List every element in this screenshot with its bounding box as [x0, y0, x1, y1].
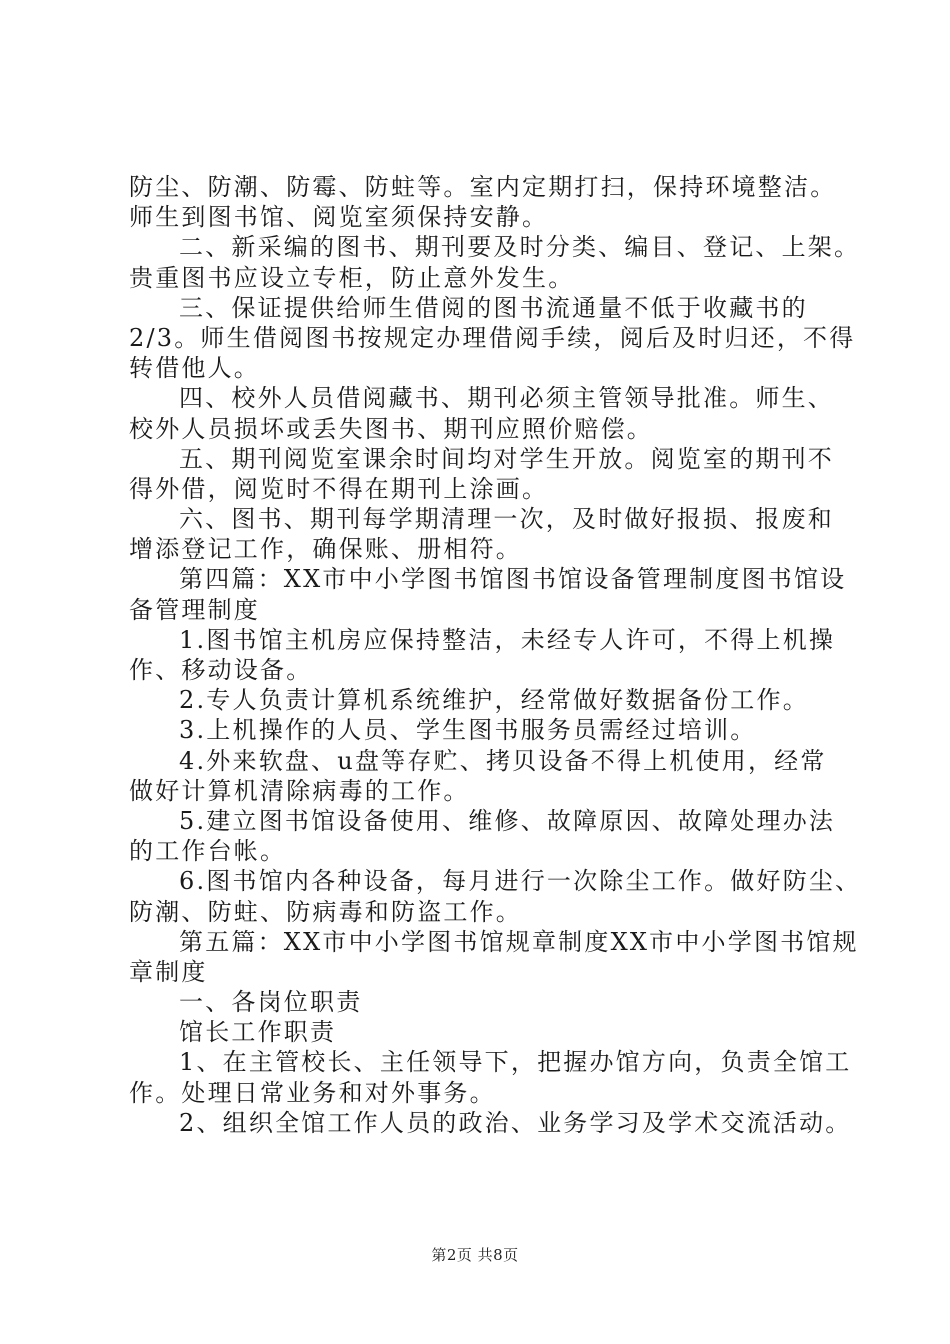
text-line: 2.专人负责计算机系统维护，经常做好数据备份工作。 — [179, 686, 809, 715]
text-line: 防尘、防潮、防霉、防蛀等。室内定期打扫，保持环境整洁。 — [129, 173, 837, 201]
text-line: 5.建立图书馆设备使用、维修、故障原因、故障处理办法 — [179, 806, 836, 835]
text-line: 作。处理日常业务和对外事务。 — [129, 1078, 496, 1107]
text-line: 防潮、防蛀、防病毒和防盗工作。 — [129, 897, 522, 926]
text-line: 章制度 — [129, 957, 208, 986]
text-line: 2/3。师生借阅图书按规定办理借阅手续，阅后及时归还，不得 — [129, 323, 856, 352]
text-line: 1、在主管校长、主任领导下，把握办馆方向，负责全馆工 — [179, 1048, 852, 1077]
text-line: 2、组织全馆工作人员的政治、业务学习及学术交流活动。 — [179, 1108, 852, 1137]
text-line: 得外借，阅览时不得在期刊上涂画。 — [129, 474, 549, 503]
text-line: 6.图书馆内各种设备，每月进行一次除尘工作。做好防尘、 — [179, 867, 862, 896]
text-line: 做好计算机清除病毒的工作。 — [129, 776, 470, 805]
text-line: 四、校外人员借阅藏书、期刊必须主管领导批准。师生、 — [179, 384, 834, 413]
text-line: 作、移动设备。 — [129, 656, 313, 684]
text-line: 备管理制度 — [129, 595, 260, 624]
text-line: 第五篇：XX市中小学图书馆规章制度XX市中小学图书馆规 — [179, 927, 859, 956]
document-body — [129, 172, 862, 1138]
text-line: 贵重图书应设立专柜，防止意外发生。 — [129, 263, 575, 292]
text-line: 二、新采编的图书、期刊要及时分类、编目、登记、上架。 — [179, 233, 861, 262]
text-line: 一、各岗位职责 — [179, 988, 363, 1017]
text-line: 增添登记工作，确保账、册相符。 — [129, 535, 522, 564]
text-line: 三、保证提供给师生借阅的图书流通量不低于收藏书的 — [179, 293, 808, 322]
text-line: 馆长工作职责 — [179, 1018, 337, 1047]
text-line: 1.图书馆主机房应保持整洁，未经专人许可，不得上机操 — [179, 625, 836, 654]
text-line: 3.上机操作的人员、学生图书服务员需经过培训。 — [179, 716, 757, 745]
text-line: 转借他人。 — [129, 354, 260, 383]
text-line: 4.外来软盘、u盘等存贮、拷贝设备不得上机使用，经常 — [179, 746, 827, 775]
text-line: 校外人员损坏或丢失图书、期刊应照价赔偿。 — [129, 414, 653, 443]
text-line: 第四篇：XX市中小学图书馆图书馆设备管理制度图书馆设 — [179, 565, 847, 594]
text-line: 五、期刊阅览室课余时间均对学生开放。阅览室的期刊不 — [179, 444, 834, 473]
text-line: 的工作台帐。 — [129, 837, 287, 866]
text-line: 六、图书、期刊每学期清理一次，及时做好报损、报废和 — [179, 505, 834, 534]
page-footer: 第2页 共8页 — [431, 1246, 519, 1264]
text-line: 师生到图书馆、阅览室须保持安静。 — [129, 203, 549, 232]
